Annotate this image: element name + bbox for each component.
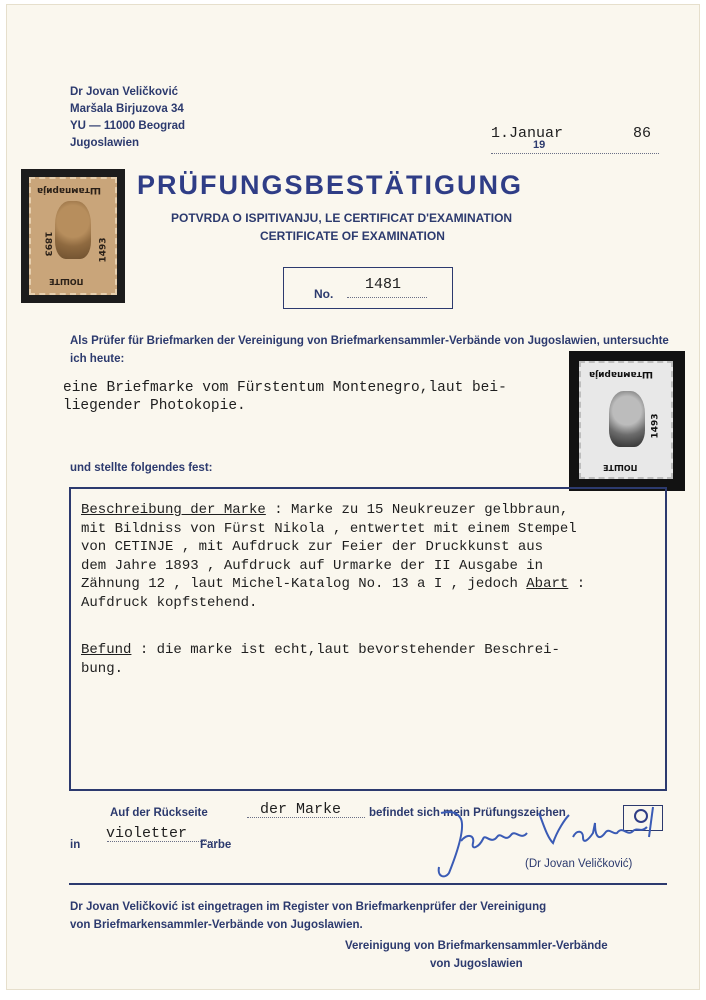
photocopy-stamp: [579, 361, 673, 479]
photocopy-portrait: [609, 391, 645, 447]
examiner-name: Dr Jovan Veličković: [70, 86, 179, 98]
in-label: in: [70, 839, 81, 851]
examiner-street: Maršala Birjuzova 34: [70, 103, 184, 115]
photocopy-value-text: ПОШТЕ: [603, 463, 638, 472]
stamp-overprint-right: 1493: [98, 237, 109, 263]
stamp-portrait: [55, 201, 91, 259]
stamp-overprint-top: Штампарија: [37, 185, 101, 195]
description-body: mit Bildniss von Fürst Nikola , entwertet mit einem Stempel von CETINJE , mit Aufdruck zur Feier der Druckkunst aus dem Jahre 1893 , Aufdruck auf Urmarke der II Ausgabe in Zähnung 12 , laut Michel-Katalog No. 13 a I , jedoch: [81, 520, 577, 592]
findings-intro: und stellte folgendes fest:: [70, 462, 213, 474]
footer-divider: [69, 883, 667, 885]
footer-organization: [345, 937, 608, 973]
description-heading: Beschreibung der Marke: [81, 502, 266, 518]
stamp-value-text: ПОШТЕ: [49, 277, 84, 286]
abart-colon: :: [568, 576, 586, 592]
examiner-city: YU — 11000 Beograd: [70, 120, 186, 132]
footer-text: Dr Jovan Veličković ist eingetragen im Register von Briefmarkenprüfer der Vereinigung von Briefmarkensammler-Verbände von Jugoslawien.: [70, 901, 547, 931]
subject-text: eine Briefmarke vom Fürstentum Montenegro,laut bei- liegender Photokopie.: [63, 380, 507, 414]
certificate-title: PRÜFUNGSBESTÄTIGUNG: [137, 170, 524, 200]
back-value-line: [247, 817, 365, 818]
back-label: Auf der Rückseite: [110, 807, 208, 819]
certificate-page: [6, 4, 700, 990]
photocopy-image: [569, 351, 685, 491]
certificate-subtitle: POTVRDA O ISPITIVANJU, LE CERTIFICAT D'EXAMINATION: [171, 211, 513, 225]
number-line: [347, 297, 427, 298]
certificate-subtitle-english: CERTIFICATE OF EXAMINATION: [260, 229, 445, 243]
date-century: 19: [533, 139, 546, 151]
examiner-address: [70, 84, 185, 152]
footer-org-line1: Vereinigung von Briefmarkensammler-Verbände: [345, 940, 608, 952]
certificate-number: 1481: [365, 276, 402, 293]
date-line: [491, 153, 659, 154]
intro-text: Als Prüfer für Briefmarken der Vereinigung von Briefmarkensammler-Verbände von Jugoslawien, untersuchte ich heute:: [70, 335, 669, 365]
befund-label: Befund: [81, 642, 132, 658]
date-day-month: 1.Januar: [491, 125, 564, 142]
back-value: der Marke: [260, 801, 342, 818]
examiner-country: Jugoslawien: [70, 137, 140, 149]
abart-label: Abart: [526, 576, 569, 592]
number-label: No.: [314, 287, 334, 301]
photocopy-overprint-right: 1493: [650, 413, 661, 439]
description-line1: : Marke zu 15 Neukreuzer gelbbraun,: [265, 502, 569, 518]
description-last-line: Aufdruck kopfstehend.: [81, 594, 258, 611]
color-label: Farbe: [200, 839, 232, 851]
date-year: 86: [633, 125, 652, 142]
signature-name: (Dr Jovan Veličković): [525, 858, 633, 870]
stamp: [29, 177, 117, 295]
mark-label: befindet sich mein Prüfungszeichen: [369, 807, 566, 819]
stamp-overprint-left: 1893: [42, 231, 53, 257]
description-text: [81, 501, 585, 612]
footer-org-line2: von Jugoslawien: [430, 958, 523, 970]
befund-text: [81, 641, 560, 678]
befund-body: : die marke ist echt,laut bevorstehender Beschrei- bung.: [81, 642, 560, 677]
stamp-image: [21, 169, 125, 303]
photocopy-overprint-top: Штампарија: [589, 369, 653, 379]
color-value: violetter: [106, 825, 188, 842]
